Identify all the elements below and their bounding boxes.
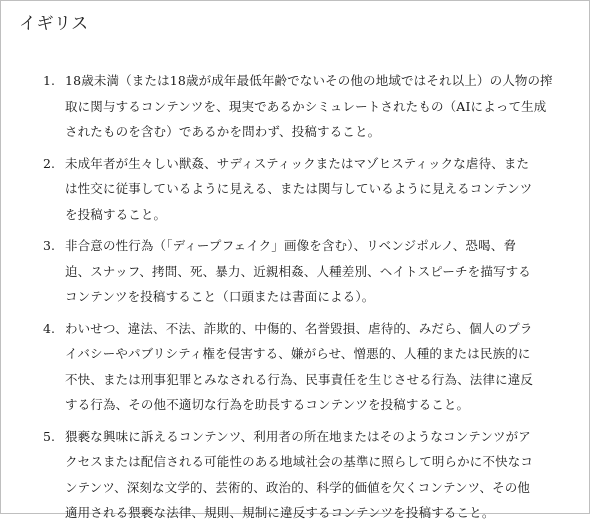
list-item-text: ンテンツ、深刻な文学的、芸術的、政治的、科学的価値を欠くコンテンツ、その他: [65, 479, 531, 495]
list-item-text: 猥褻な興味に訴えるコンテンツ、利用者の所在地またはそのようなコンテンツがア: [65, 428, 531, 444]
list-item: [1, 424, 590, 526]
list-item-text: わいせつ、違法、不法、詐欺的、中傷的、名誉毀損、虐待的、みだら、個人のプラ: [65, 320, 533, 336]
list-item-text: 迫、スナッフ、拷問、死、暴力、近親相姦、人種差別、ヘイトスピーチを描写する: [65, 263, 531, 279]
list-item-number: 5.: [43, 428, 55, 444]
list-item-text: されたものを含む）であるかを問わず、投稿すること。: [65, 124, 381, 139]
list-item-number: 3.: [43, 238, 55, 253]
list-item-text: 取に関与するコンテンツを、現実であるかシミュレートされたもの（AIによって生成: [65, 98, 547, 114]
list-item: [1, 151, 590, 228]
list-item-text: 不快、または刑事犯罪とみなされる行為、民事責任を生じさせる行為、法律に違反: [65, 371, 534, 387]
list-item-text: イバシーやパブリシティ権を侵害する、嫌がらせ、憎悪的、人種的または民族的に: [65, 346, 531, 361]
list-item: [1, 68, 590, 145]
list-item-text: を投稿すること。: [65, 206, 167, 222]
list-item-text: クセスまたは配信される可能性のある地域社会の基準に照らして明らかに不快なコ: [65, 454, 534, 469]
list-item-number: 1.: [43, 73, 55, 88]
list-item: [1, 233, 590, 310]
list-item-number: 2.: [43, 155, 55, 171]
list-item-text: 適用される猥褻な法律、規則、規制に違反するコンテンツを投稿すること。: [65, 505, 495, 520]
list-item-text: コンテンツを投稿すること（口頭または書面による）。: [65, 289, 375, 304]
list-item-text: は性交に従事しているように見える、または関与しているように見えるコンテンツ: [65, 181, 533, 196]
section-heading: イギリス: [19, 14, 89, 34]
list-item-text: 非合意の性行為（「ディープフェイク」画像を含む）、リベンジポルノ、恐喝、脅: [65, 238, 516, 253]
list-item: [1, 316, 590, 418]
restriction-list: [1, 68, 590, 526]
list-item-number: 4.: [43, 320, 55, 336]
list-item-text: 18歳未満（または18歳が成年最低年齢でないその他の地域ではそれ以上）の人物の搾: [65, 73, 553, 88]
list-item-text: する行為、その他不適切な行為を助長するコンテンツを投稿すること。: [65, 397, 470, 412]
list-item-text: 未成年者が生々しい獣姦、サディスティックまたはマゾヒスティックな虐待、また: [65, 155, 530, 171]
